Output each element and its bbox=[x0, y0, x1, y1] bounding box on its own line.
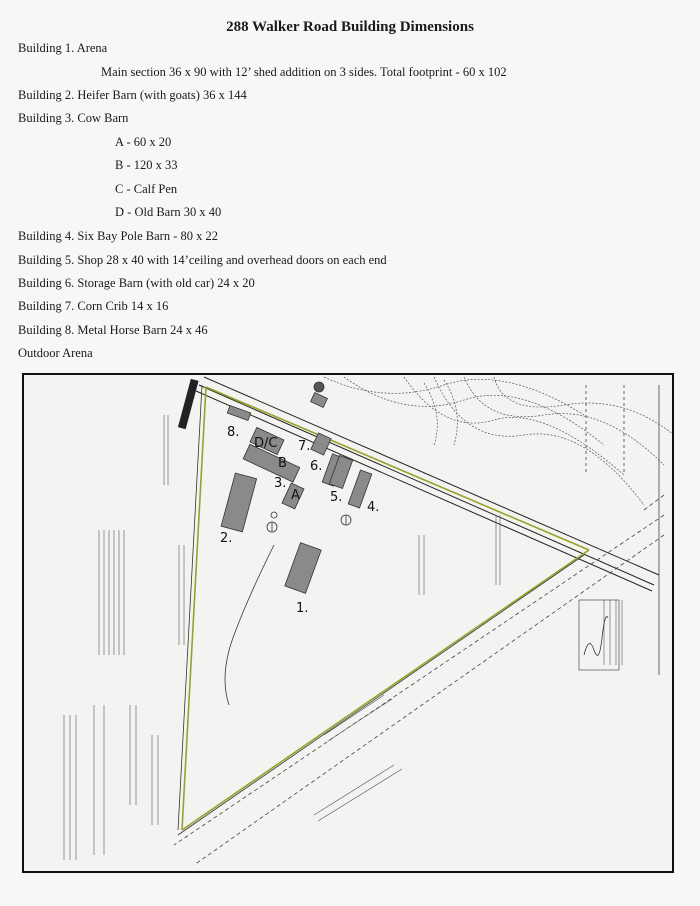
page-title: 288 Walker Road Building Dimensions bbox=[226, 19, 474, 35]
road bbox=[196, 377, 659, 591]
building-3-a: A - 60 x 20 bbox=[115, 135, 172, 149]
property-boundary bbox=[182, 387, 589, 830]
site-plan-drawing bbox=[24, 375, 674, 873]
map-label-dc: D/C bbox=[254, 436, 278, 451]
map-label-6: 6. bbox=[310, 459, 323, 474]
map-label-8: 8. bbox=[227, 425, 240, 440]
fence bbox=[178, 379, 199, 429]
building-7-line: Building 7. Corn Crib 14 x 16 bbox=[18, 299, 169, 313]
building-3-line: Building 3. Cow Barn bbox=[18, 111, 129, 125]
signature bbox=[584, 617, 608, 656]
building-8-line: Building 8. Metal Horse Barn 24 x 46 bbox=[18, 323, 208, 337]
site-plan-map bbox=[22, 373, 674, 873]
diagonal-note bbox=[314, 695, 402, 821]
building-2-line: Building 2. Heifer Barn (with goats) 36 x 144 bbox=[18, 88, 247, 102]
wells bbox=[267, 512, 351, 532]
building-1-detail: Main section 36 x 90 with 12’ shed addition on 3 sides. Total footprint - 60 x 102 bbox=[101, 65, 507, 79]
map-label-1: 1. bbox=[296, 601, 309, 616]
map-label-7: 7. bbox=[298, 439, 311, 454]
signature-box bbox=[579, 600, 619, 670]
building-3-c: C - Calf Pen bbox=[115, 182, 178, 196]
contour-lines bbox=[324, 377, 674, 505]
building-5-line: Building 5. Shop 28 x 40 with 14’ceiling and overhead doors on each end bbox=[18, 253, 387, 267]
building-3-d: D - Old Barn 30 x 40 bbox=[115, 205, 222, 219]
outdoor-arena-line: Outdoor Arena bbox=[18, 346, 93, 360]
building-8-shape bbox=[227, 405, 250, 420]
map-label-4: 4. bbox=[367, 500, 380, 515]
building-4-line: Building 4. Six Bay Pole Barn - 80 x 22 bbox=[18, 229, 218, 243]
building-3-b: B - 120 x 33 bbox=[115, 158, 178, 172]
building-7-shape bbox=[311, 433, 331, 455]
building-1-line: Building 1. Arena bbox=[18, 41, 108, 55]
building-6-line: Building 6. Storage Barn (with old car) 24 x 20 bbox=[18, 276, 255, 290]
map-label-b: B bbox=[278, 456, 287, 471]
building-1-shape bbox=[285, 543, 321, 594]
map-label-2: 2. bbox=[220, 531, 233, 546]
right-edge-lines bbox=[586, 385, 659, 675]
map-label-5: 5. bbox=[330, 490, 343, 505]
map-label-a: A bbox=[291, 488, 300, 503]
creek bbox=[225, 545, 274, 705]
building-2-shape bbox=[221, 473, 256, 532]
map-label-3: 3. bbox=[274, 476, 287, 491]
